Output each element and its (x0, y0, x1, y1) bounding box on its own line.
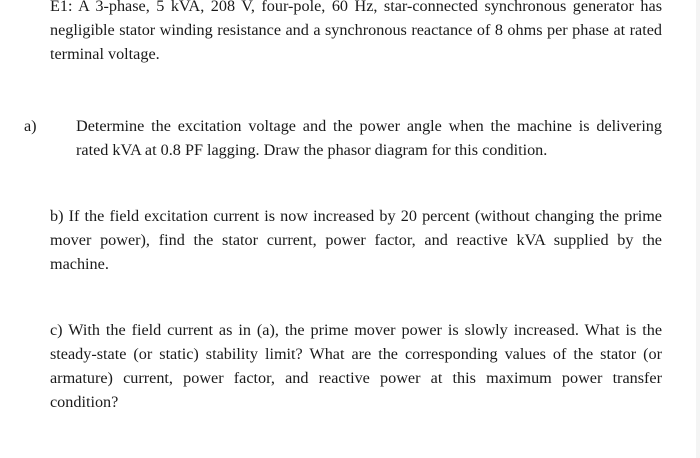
question-b: b) If the field excitation current is now increased by 20 percent (without changing the prime mover power), find the stator current, power factor, and reactive kVA supplied by the machine. (50, 207, 662, 273)
question-c: c) With the field current as in (a), the prime mover power is slowly increased. What is the steady-state (or static) stability limit? What are the corresponding values of the stator (or armature) current, power factor, and reactive power at this maximum power transfer condition? (50, 321, 662, 411)
question-a (24, 114, 662, 162)
question-a-label: a) (24, 117, 37, 135)
question-a-text: Determine the excitation voltage and the power angle when the machine is delivering rated kVA at 0.8 PF lagging. Draw the phasor diagram for this condition. (76, 117, 662, 159)
problem-intro-paragraph: E1: A 3-phase, 5 kVA, 208 V, four-pole, 60 Hz, star-connected synchronous generator has negligible stator winding resistance and a synchronous reactance of 8 ohms per phase at rated terminal voltage. (50, 0, 662, 63)
right-edge-shadow (696, 0, 700, 458)
